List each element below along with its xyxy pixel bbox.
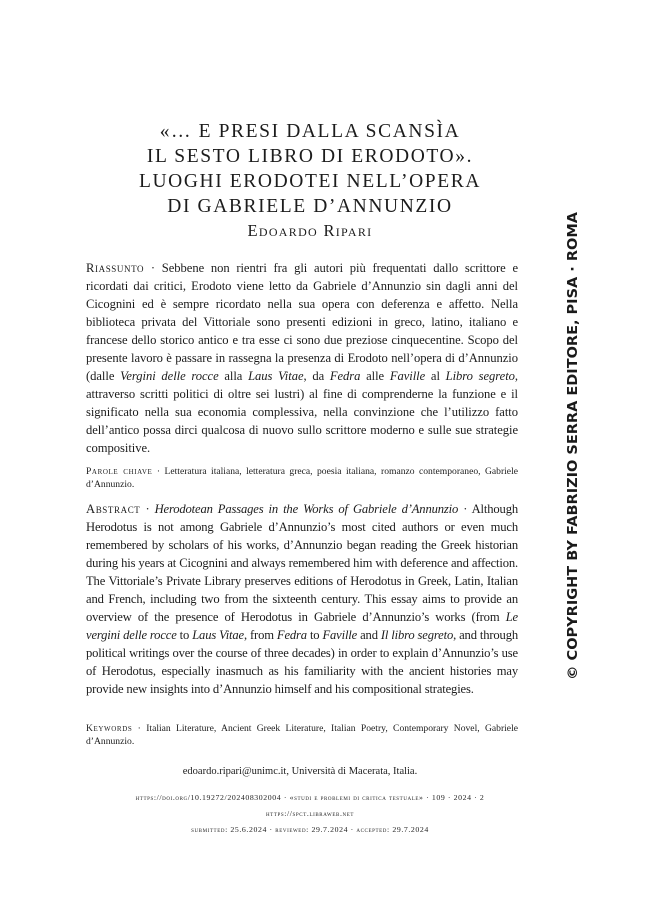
title-line-3: LUOGHI ERODOTEI NELL’OPERA: [138, 171, 481, 192]
parole-chiave: [86, 465, 518, 491]
abstract-label: Abstract: [86, 502, 141, 516]
abstract-english-title: Herodotean Passages in the Works of Gabriele d’Annunzio: [154, 502, 459, 516]
abstract-paragraph: [86, 500, 518, 698]
abstract-text-1: Although Herodotus is not among Gabriele d’Annunzio’s most cited authors or even much remembered by scholars of his works, d’Annunzio began reading the Greek historian during his years at Cicognini and always remembered him with deference and affection. The Vittoriale’s Private Library preserves editions of Herodotus in Greek, Latin, Italian and French, including two from the sixteenth century. This essay aims to provide an overview of the presence of Herodotus in Gabriele d’Annunzio’s works (from: [86, 502, 518, 624]
riassunto-text-5: al: [425, 369, 446, 383]
keywords-text: Italian Literature, Ancient Greek Literature, Italian Poetry, Contemporary Novel, Gabriele d’Annunzio.: [86, 723, 518, 747]
riassunto-work-4: Faville: [389, 369, 426, 383]
footer-doi: https://doi.org/10.19272/202408302004 · «studi e problemi di critica testuale» · 109 · 2024 · 2: [135, 793, 485, 802]
parole-chiave-label: Parole chiave: [86, 466, 153, 477]
footer-url: https://spct.libraweb.net: [265, 809, 355, 818]
riassunto-work-3: Fedra: [329, 369, 361, 383]
abstract-work-4: Faville: [322, 628, 358, 642]
riassunto-work-1: Vergini delle rocce: [120, 369, 219, 383]
keywords-label: Keywords: [86, 723, 133, 734]
abstract-separator-2: ·: [458, 502, 472, 516]
abstract-separator: ·: [140, 502, 155, 516]
keywords: [86, 722, 518, 748]
abstract-work-2: Laus Vitae: [192, 628, 244, 642]
riassunto-text-4: alle: [360, 369, 390, 383]
abstract-work-3: Fedra: [276, 628, 307, 642]
riassunto-label: Riassunto: [86, 261, 145, 275]
parole-chiave-separator: ·: [152, 466, 165, 477]
keywords-separator: ·: [132, 723, 147, 734]
abstract-text-4: to: [306, 628, 323, 642]
riassunto-text-6: , attraverso scritti politici di oltre sei lustri) al fine di comprenderne la funzione e il significato nella sua economia complessiva, nella convinzione che l’utilizzo fatto dell’antico possa dirci qualcosa di nuovo sullo scrittore moderno e sulle sue strategie compositive.: [86, 369, 519, 455]
abstract-text-5: and: [357, 628, 381, 642]
abstract-text-3: , from: [244, 628, 277, 642]
abstract-work-1: Le vergini delle rocce: [86, 610, 518, 642]
copyright-svg: [560, 210, 584, 680]
abstract-text-6: , and through political writings over the course of three decades) in order to explain d’Annunzio’s use of Herodotus, especially inasmuch as his familiarity with the ancient histories may provide new insights into d’Annunzio himself and his compositional strategies.: [86, 628, 518, 696]
riassunto-text-2: alla: [218, 369, 249, 383]
riassunto-paragraph: [86, 259, 518, 457]
riassunto-work-2: Laus Vitae: [248, 369, 304, 383]
riassunto-text-3: , da: [303, 369, 330, 383]
author-contact: edoardo.ripari@unimc.it, Università di Macerata, Italia.: [182, 766, 418, 777]
riassunto-separator: ·: [144, 261, 162, 275]
copyright-notice: [560, 210, 584, 680]
article-title: [60, 119, 560, 219]
copyright-text: © COPYRIGHT BY FABRIZIO SERRA EDITORE, PISA · ROMA: [565, 244, 581, 680]
parole-chiave-text: Letteratura italiana, letteratura greca, poesia italiana, romanzo contemporaneo, Gabriele d’Annunzio.: [86, 466, 518, 490]
riassunto-work-5: Libro segreto: [445, 369, 515, 383]
footer-dates: submitted: 25.6.2024 · reviewed: 29.7.2024 · accepted: 29.7.2024: [191, 825, 429, 834]
title-line-2: IL SESTO LIBRO DI ERODOTO».: [146, 146, 474, 167]
title-line-4: DI GABRIELE D’ANNUNZIO: [167, 196, 453, 217]
riassunto-text-1: Sebbene non rientri fra gli autori più frequentati dallo scrittore e ricordati dai critici, Erodoto viene letto da Gabriele d’Annunzio sin dagli anni del Cicognini ed è sempre ricordato nella sua opera con deferenza e affetto. Nella biblioteca privata del Vittoriale sono presenti edizioni in greco, latino, italiano e francese dello storico antico e tra esse ci sono due preziose cinquecentine. Scopo del presente lavoro è passare in rassegna la presenza di Erodoto nell’opera di d’Annunzio (dalle: [86, 261, 518, 383]
abstract-text-2: to: [176, 628, 193, 642]
title-line-1: «… E PRESI DALLA SCANSÌA: [159, 121, 461, 142]
author-name: Edoardo Ripari: [247, 221, 373, 240]
abstract-work-5: Il libro segreto: [380, 628, 454, 642]
